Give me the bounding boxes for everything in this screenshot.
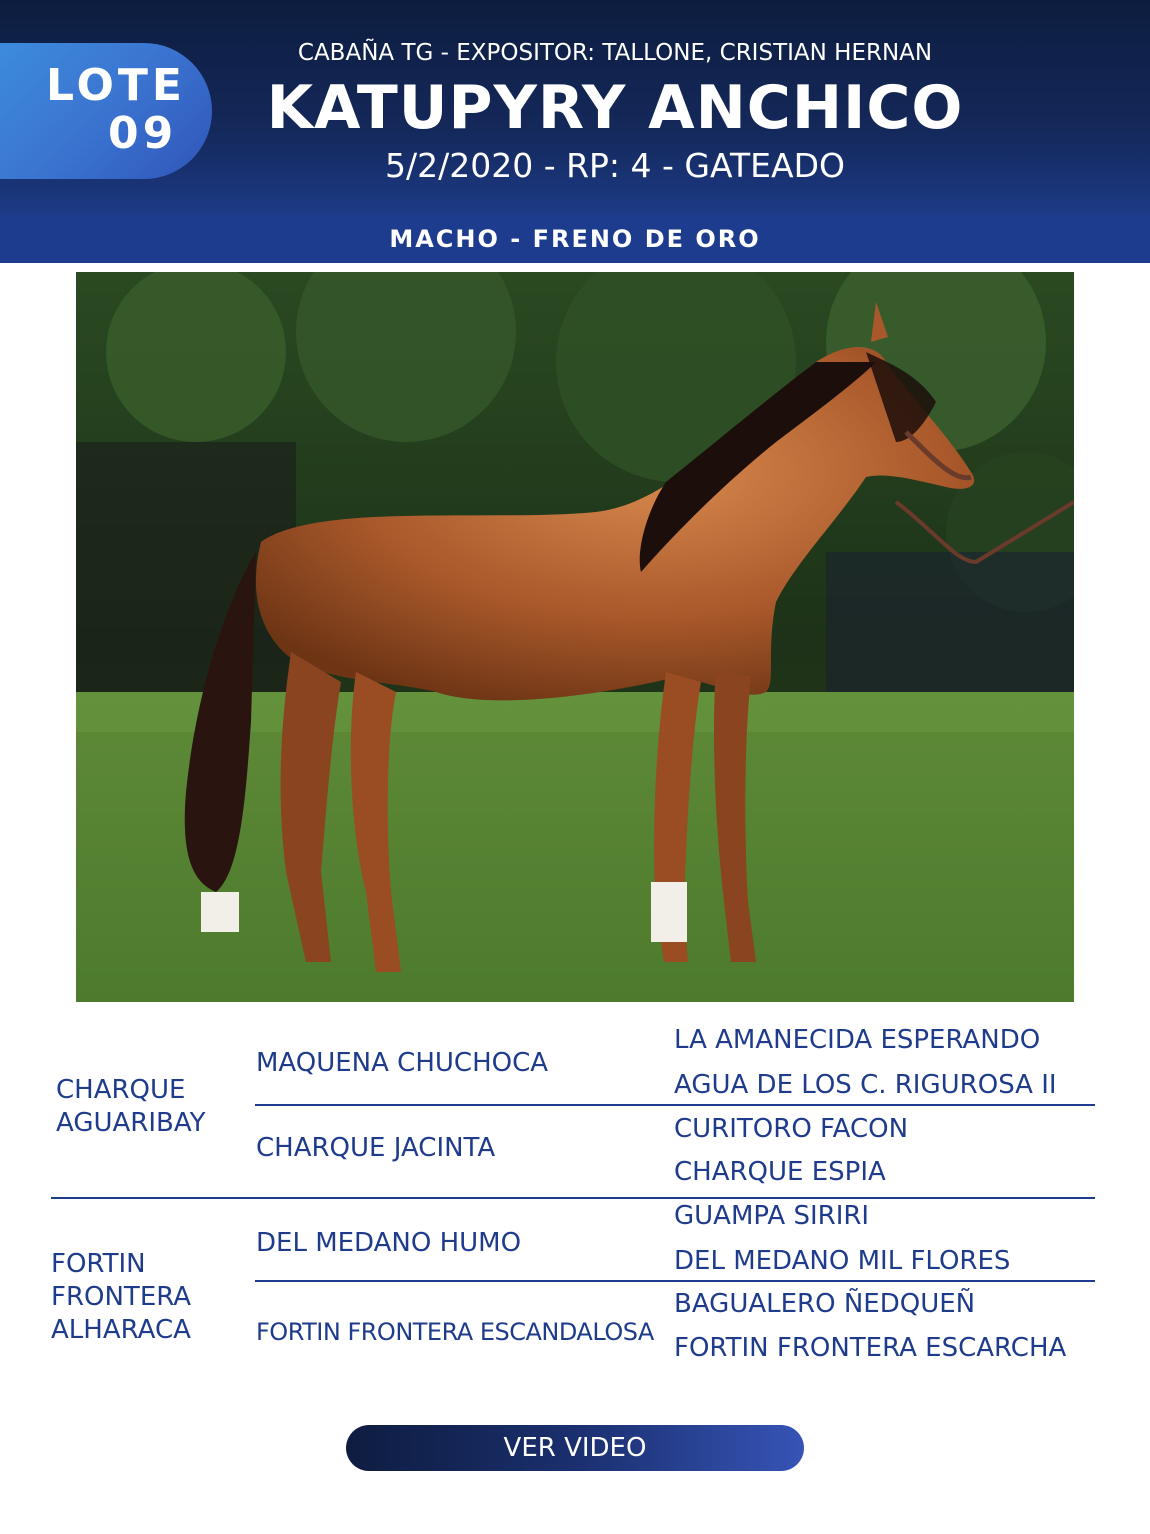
- divider: [255, 1104, 1095, 1106]
- view-video-button[interactable]: VER VIDEO: [346, 1425, 804, 1471]
- lot-number: 09: [108, 108, 178, 159]
- pedigree-table: [0, 1010, 1150, 1390]
- gen3-entry: GUAMPA SIRIRI: [674, 1201, 870, 1231]
- gen3-entry: CHARQUE ESPIA: [674, 1157, 886, 1187]
- sire-name-line2: AGUARIBAY: [56, 1108, 206, 1138]
- sire-dam: CHARQUE JACINTA: [256, 1133, 496, 1163]
- gen3-entry: DEL MEDANO MIL FLORES: [674, 1246, 1011, 1276]
- horse-info: 5/2/2020 - RP: 4 - GATEADO: [385, 146, 845, 185]
- horse-name: KATUPYRY ANCHICO: [266, 73, 964, 143]
- dam-name-line3: ALHARACA: [51, 1315, 191, 1345]
- dam-name-line2: FRONTERA: [51, 1282, 192, 1312]
- gen3-entry: AGUA DE LOS C. RIGUROSA II: [674, 1070, 1057, 1100]
- gen3-entry: FORTIN FRONTERA ESCARCHA: [674, 1333, 1067, 1363]
- dam-sire: DEL MEDANO HUMO: [256, 1228, 522, 1258]
- dam-dam: FORTIN FRONTERA ESCANDALOSA: [256, 1318, 654, 1346]
- sire-sire: MAQUENA CHUCHOCA: [256, 1048, 549, 1078]
- chestnut-stallion-photo: [76, 272, 1074, 1002]
- lot-label: LOTE: [46, 60, 186, 111]
- gen3-entry: BAGUALERO ÑEDQUEÑ: [674, 1289, 976, 1319]
- sire-name-line1: CHARQUE: [56, 1075, 186, 1105]
- gen3-entry: CURITORO FACON: [674, 1114, 909, 1144]
- horse-photo: [76, 272, 1074, 1002]
- divider: [255, 1280, 1095, 1282]
- gen3-entry: LA AMANECIDA ESPERANDO: [674, 1025, 1041, 1055]
- exhibitor-text: CABAÑA TG - EXPOSITOR: TALLONE, CRISTIAN HERNAN: [297, 40, 933, 66]
- dam-name-line1: FORTIN: [51, 1249, 146, 1279]
- divider: [51, 1197, 1095, 1199]
- category-label: MACHO - FRENO DE ORO: [389, 225, 761, 253]
